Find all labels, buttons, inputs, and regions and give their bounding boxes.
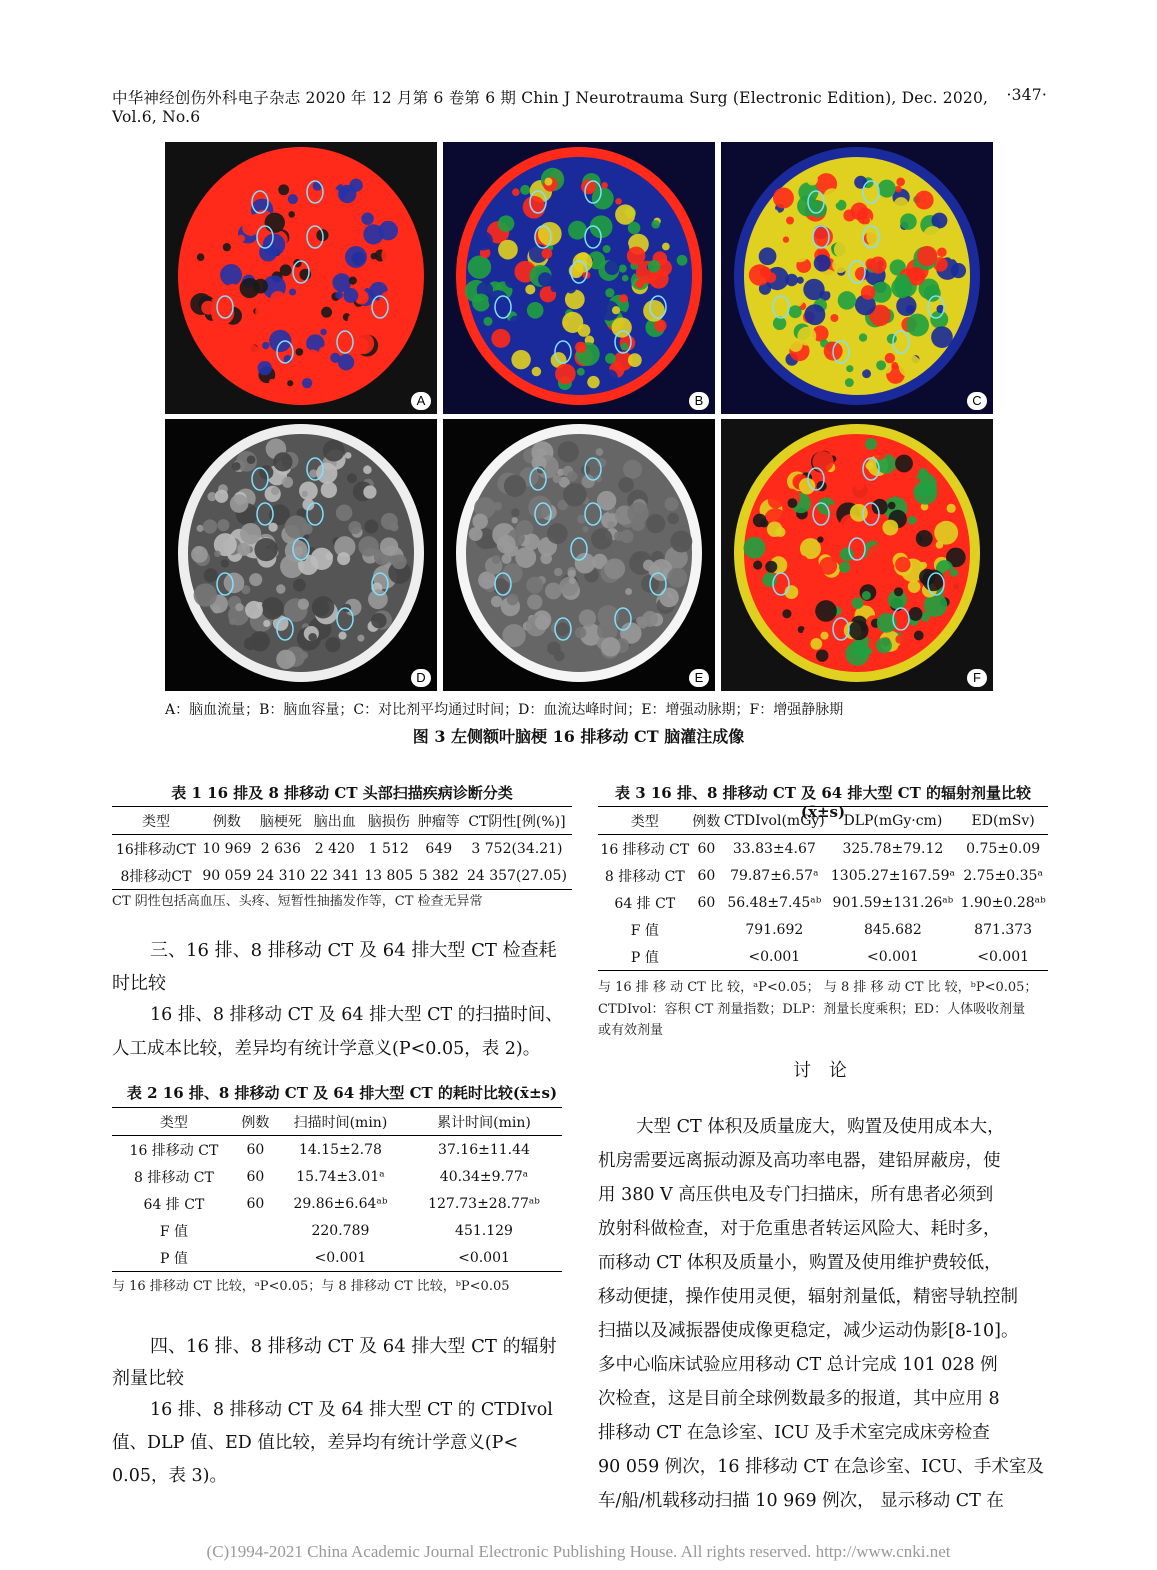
discussion-line: 用 380 V 高压供电及专门扫描床，所有患者必须到 bbox=[598, 1185, 994, 1205]
table-cell: 2.75±0.35ᵃ bbox=[963, 867, 1043, 884]
table1-header: 例数 bbox=[200, 807, 254, 835]
table-row bbox=[112, 1217, 562, 1244]
section3-paragraph-line2: 人工成本比较，差异均有统计学意义(P<0.05，表 2)。 bbox=[112, 1039, 541, 1059]
table1-header-row bbox=[112, 807, 572, 835]
table-cell: 60 bbox=[697, 840, 716, 857]
panel-letter: C bbox=[967, 392, 987, 410]
discussion-line: 而移动 CT 体积及质量小，购置及使用维护费较低， bbox=[598, 1253, 1002, 1273]
table-cell: 64 排 CT bbox=[614, 895, 676, 912]
table-row bbox=[112, 1163, 562, 1190]
table1-header: 脑出血 bbox=[308, 807, 362, 835]
discussion-line: 90 059 例次，16 排移动 CT 在急诊室、ICU、手术室及 bbox=[598, 1457, 1044, 1477]
table-cell: <0.001 bbox=[275, 1244, 406, 1272]
table-cell: 22 341 bbox=[308, 862, 362, 890]
table1-header: CT阴性[例(%)] bbox=[462, 807, 572, 835]
panel-letter: F bbox=[967, 669, 987, 687]
table1 bbox=[112, 806, 572, 890]
table-cell: 845.682 bbox=[863, 921, 922, 938]
table-cell: <0.001 bbox=[828, 943, 959, 971]
table1-header: 肿瘤等 bbox=[416, 807, 462, 835]
table3-header: DLP(mGy·cm) bbox=[828, 807, 959, 835]
table-cell: 24 310 bbox=[254, 862, 308, 890]
table-row bbox=[112, 1136, 562, 1164]
section4-paragraph-line2: 值、DLP 值、ED 值比较，差异均有统计学意义(P< bbox=[112, 1433, 519, 1453]
table-cell: 451.129 bbox=[455, 1222, 513, 1239]
table2-note: 与 16 排移动 CT 比较，ᵃP<0.05；与 8 排移动 CT 比较，ᵇP<0.05 bbox=[112, 1279, 510, 1294]
table3-header-row bbox=[598, 807, 1048, 835]
table-cell: 16 排移动 CT bbox=[129, 1142, 219, 1159]
discussion-line: 大型 CT 体积及质量庞大，购置及使用成本大， bbox=[636, 1117, 1005, 1137]
table-cell: 60 bbox=[246, 1195, 265, 1212]
table-row bbox=[112, 862, 572, 890]
figure-panel-c bbox=[721, 142, 993, 414]
table1-note: CT 阴性包括高血压、头疼、短暂性抽搐发作等，CT 检查无异常 bbox=[112, 894, 483, 909]
table-cell: F 值 bbox=[630, 922, 659, 939]
discussion-line: 扫描以及减振器使成像更稳定，减少运动伪影[8-10]。 bbox=[598, 1321, 1019, 1341]
section4-paragraph-line3: 0.05，表 3)。 bbox=[112, 1466, 227, 1486]
table3 bbox=[598, 806, 1048, 971]
table-row bbox=[598, 889, 1048, 916]
table2-title: 表 2 16 排、8 排移动 CT 及 64 排大型 CT 的耗时比较(x̄±s) bbox=[126, 1084, 558, 1102]
table-cell: 2 420 bbox=[314, 840, 355, 857]
table-cell: 24 357(27.05) bbox=[462, 862, 572, 890]
discussion-body bbox=[598, 1110, 1050, 1518]
table-cell: 29.86±6.64ᵃᵇ bbox=[293, 1195, 388, 1212]
table-cell: 8 排移动 CT bbox=[133, 1169, 214, 1186]
table2-header: 扫描时间(min) bbox=[275, 1108, 406, 1136]
table2-header: 例数 bbox=[236, 1108, 275, 1136]
running-header bbox=[112, 86, 1047, 126]
discussion-line: 车/船/机载移动扫描 10 969 例次， 显示移动 CT 在 bbox=[598, 1491, 1004, 1511]
table-cell: 2 636 bbox=[260, 840, 301, 857]
table-cell: <0.001 bbox=[406, 1244, 562, 1272]
table1-header: 类型 bbox=[112, 807, 200, 835]
table-cell: 10 969 bbox=[202, 840, 252, 857]
figure-panel-e bbox=[443, 419, 715, 691]
table-cell: 15.74±3.01ᵃ bbox=[296, 1168, 385, 1185]
perfusion-map-image bbox=[721, 142, 993, 414]
table-cell: 901.59±131.26ᵃᵇ bbox=[832, 894, 954, 911]
table-cell: 871.373 bbox=[974, 921, 1033, 938]
table-cell: 13 805 bbox=[362, 862, 416, 890]
table3-header: 例数 bbox=[692, 807, 722, 835]
figure-panel-a bbox=[165, 142, 437, 414]
table-cell bbox=[692, 943, 722, 971]
table-cell: 1.90±0.28ᵃᵇ bbox=[960, 894, 1046, 911]
table-cell: 3 752(34.21) bbox=[471, 840, 563, 857]
table1-title: 表 1 16 排及 8 排移动 CT 头部扫描疾病诊断分类 bbox=[171, 784, 513, 802]
discussion-line: 排移动 CT 在急诊室、ICU 及手术室完成床旁检查 bbox=[598, 1423, 990, 1443]
table-cell: 8 排移动 CT bbox=[604, 868, 685, 885]
table-cell: 16排移动CT bbox=[116, 841, 196, 858]
table-row bbox=[112, 1190, 562, 1217]
panel-letter: A bbox=[411, 392, 431, 410]
table1-header: 脑梗死 bbox=[254, 807, 308, 835]
figure-panel-d bbox=[165, 419, 437, 691]
table-row bbox=[112, 1244, 562, 1272]
table-cell: 79.87±6.57ᵃ bbox=[730, 867, 819, 884]
discussion-line: 次检查，这是目前全球例数最多的报道，其中应用 8 bbox=[598, 1389, 1000, 1409]
table-cell: 791.692 bbox=[745, 921, 804, 938]
section3-paragraph-line1: 16 排、8 排移动 CT 及 64 排大型 CT 的扫描时间、 bbox=[150, 1005, 563, 1025]
perfusion-map-image bbox=[165, 419, 437, 691]
table3-title: 表 3 16 排、8 排移动 CT 及 64 排大型 CT 的辐射剂量比较(x̄±s) bbox=[614, 784, 1032, 821]
table-cell: 1305.27±167.59ᵃ bbox=[830, 867, 955, 884]
table-cell: 0.75±0.09 bbox=[966, 840, 1041, 857]
table-cell: 64 排 CT bbox=[143, 1196, 205, 1213]
table2 bbox=[112, 1107, 562, 1272]
figure-legend: A：脑血流量；B：脑血容量；C：对比剂平均通过时间；D：血流达峰时间；E：增强动脉期；F：增强静脉期 bbox=[165, 702, 844, 718]
table-row bbox=[598, 862, 1048, 889]
table3-note-line2: CTDIvol：容积 CT 剂量指数；DLP：剂量长度乘积；ED：人体吸收剂量 bbox=[598, 1002, 1026, 1017]
table-cell: 220.789 bbox=[311, 1222, 370, 1239]
table-cell: 127.73±28.77ᵃᵇ bbox=[428, 1195, 540, 1212]
header-journal: 中华神经创伤外科电子杂志 2020 年 12 月第 6 卷第 6 期 Chin J Neurotrauma Surg (Electronic Edition), Dec. 2020, Vol.6, No.6 bbox=[112, 89, 989, 126]
panel-letter: D bbox=[411, 669, 431, 687]
perfusion-map-image bbox=[443, 419, 715, 691]
table-cell: <0.001 bbox=[721, 943, 827, 971]
table-cell: 8排移动CT bbox=[112, 862, 200, 890]
perfusion-map-image bbox=[721, 419, 993, 691]
table-cell: 37.16±11.44 bbox=[438, 1141, 530, 1158]
perfusion-map-image bbox=[165, 142, 437, 414]
panel-letter: E bbox=[689, 669, 709, 687]
discussion-line: 移动便捷，操作使用灵便，辐射剂量低，精密导轨控制 bbox=[598, 1287, 1018, 1307]
table3-note-line1: 与 16 排 移 动 CT 比 较，ᵃP<0.05； 与 8 排 移 动 CT 比 较，ᵇP<0.05； bbox=[598, 980, 1038, 995]
table-row bbox=[598, 943, 1048, 971]
table-cell: 60 bbox=[246, 1141, 265, 1158]
section4-heading-line1: 四、16 排、8 排移动 CT 及 64 排大型 CT 的辐射 bbox=[150, 1336, 557, 1357]
discussion-line: 机房需要远离振动源及高功率电器，建铅屏蔽房，使 bbox=[598, 1151, 1001, 1171]
table-cell: 56.48±7.45ᵃᵇ bbox=[727, 894, 822, 911]
table-cell: 5 382 bbox=[416, 862, 462, 890]
table-cell: 60 bbox=[697, 867, 716, 884]
perfusion-map-image bbox=[443, 142, 715, 414]
table-cell: 60 bbox=[246, 1168, 265, 1185]
table-cell: 40.34±9.77ᵃ bbox=[439, 1168, 529, 1185]
table-cell: P 值 bbox=[598, 943, 692, 971]
table-cell: 649 bbox=[425, 840, 453, 857]
figure-3-grid bbox=[165, 142, 993, 691]
table-cell: 33.83±4.67 bbox=[732, 840, 816, 857]
table-cell: 14.15±2.78 bbox=[298, 1141, 382, 1158]
section3-heading-line2: 时比较 bbox=[112, 973, 166, 994]
table-row bbox=[598, 835, 1048, 863]
copyright-footer: (C)1994-2021 China Academic Journal Electronic Publishing House. All rights reserved. http://www.cnki.net bbox=[206, 1542, 951, 1561]
section4-heading-line2: 剂量比较 bbox=[112, 1368, 184, 1389]
table3-note-line3: 或有效剂量 bbox=[598, 1023, 664, 1038]
table1-header: 脑损伤 bbox=[362, 807, 416, 835]
table-cell: P 值 bbox=[112, 1244, 236, 1272]
table-cell: 90 059 bbox=[200, 862, 254, 890]
table-cell: 60 bbox=[697, 894, 716, 911]
section4-paragraph-line1: 16 排、8 排移动 CT 及 64 排大型 CT 的 CTDIvol bbox=[150, 1400, 553, 1420]
header-page-number: ·347· bbox=[1006, 86, 1047, 104]
table3-header: ED(mSv) bbox=[958, 807, 1048, 835]
table2-header-row bbox=[112, 1108, 562, 1136]
table-row bbox=[112, 835, 572, 863]
table2-header: 累计时间(min) bbox=[406, 1108, 562, 1136]
table-cell: 325.78±79.12 bbox=[842, 840, 944, 857]
figure-panel-f bbox=[721, 419, 993, 691]
table-cell bbox=[692, 916, 722, 943]
table-row bbox=[598, 916, 1048, 943]
table3-header: 类型 bbox=[598, 807, 692, 835]
panel-letter: B bbox=[689, 392, 709, 410]
figure-caption: 图 3 左侧额叶脑梗 16 排移动 CT 脑灌注成像 bbox=[412, 727, 745, 746]
discussion-heading: 讨 论 bbox=[793, 1060, 853, 1081]
table-cell: 16 排移动 CT bbox=[600, 841, 690, 858]
figure-panel-b bbox=[443, 142, 715, 414]
table-cell: 1 512 bbox=[368, 840, 409, 857]
discussion-line: 多中心临床试验应用移动 CT 总计完成 101 028 例 bbox=[598, 1355, 998, 1375]
table-cell bbox=[236, 1217, 275, 1244]
table-cell bbox=[236, 1244, 275, 1272]
table3-header: CTDIvol(mGy) bbox=[721, 807, 827, 835]
discussion-line: 放射科做检查，对于危重患者转运风险大、耗时多， bbox=[598, 1219, 1001, 1239]
table2-header: 类型 bbox=[112, 1108, 236, 1136]
table-cell: F 值 bbox=[159, 1223, 188, 1240]
section3-heading-line1: 三、16 排、8 排移动 CT 及 64 排大型 CT 检查耗 bbox=[150, 940, 557, 961]
table-cell: <0.001 bbox=[958, 943, 1048, 971]
